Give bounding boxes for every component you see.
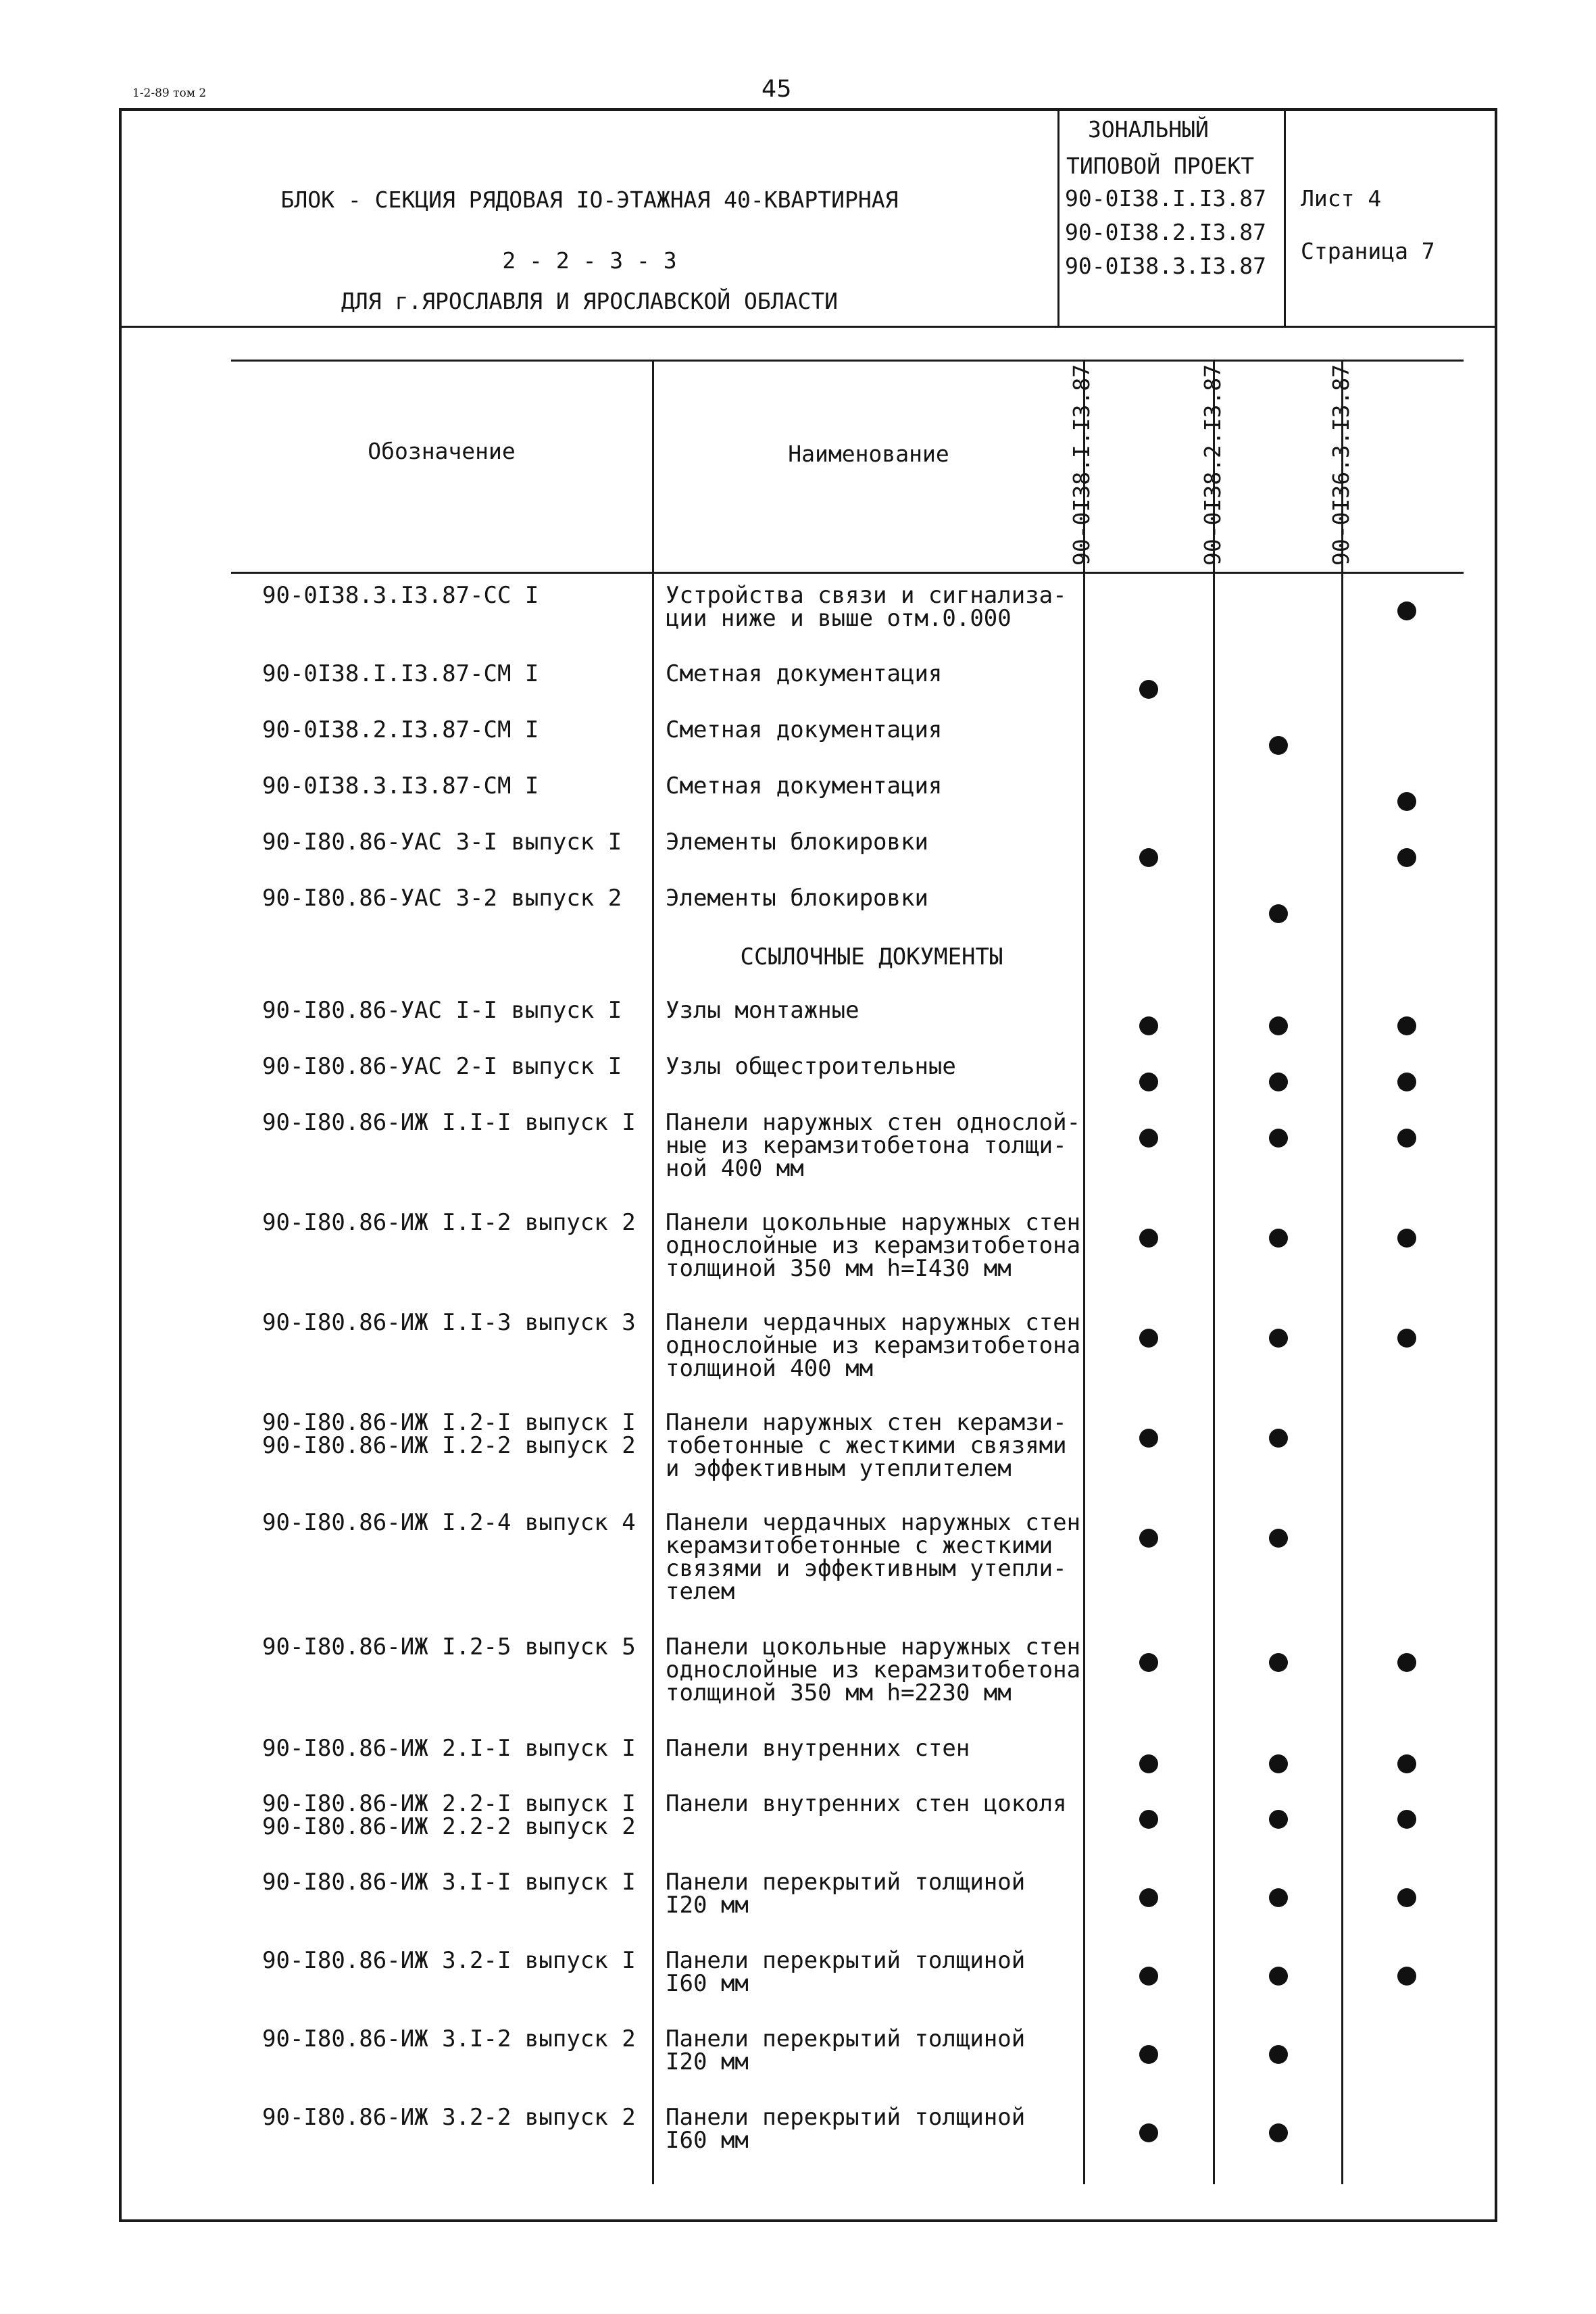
applicability-dot-project-3 [1397, 1754, 1416, 1773]
row-name-line: Панели чердачных наружных стен [666, 1309, 1081, 1336]
row-designation [262, 1511, 641, 1534]
row-name [666, 1309, 1081, 1382]
applicability-dot-project-1 [1139, 1016, 1158, 1035]
row-designation-line: 90-I80.86-УАС 3-I выпуск I [262, 829, 622, 856]
applicability-dot-project-1 [1139, 2123, 1158, 2142]
row-name-line: тобетонные с жесткими связями [666, 1432, 1067, 1459]
applicability-dot-project-1 [1139, 1229, 1158, 1248]
row-name-line: толщиной 350 мм h=I430 мм [666, 1255, 1012, 1282]
row-name [666, 1737, 1078, 1760]
applicability-dot-project-3 [1397, 601, 1416, 620]
col-header-project-2: 90-0I38.2.I3.87 [1199, 364, 1226, 566]
applicability-dot-project-1 [1139, 1888, 1158, 1907]
row-name-line: Устройства связи и сигнализа- [666, 582, 1067, 609]
table-col-divider-p1 [1083, 360, 1085, 2184]
row-designation [262, 774, 641, 797]
row-designation-line: 90-I80.86-ИЖ 3.2-2 выпуск 2 [262, 2104, 636, 2131]
applicability-dot-project-2 [1269, 1529, 1288, 1548]
frame-top [119, 108, 1497, 111]
row-name-line: и эффективным утеплителем [666, 1455, 1012, 1482]
row-designation [262, 1211, 641, 1234]
row-designation-line: 90-I80.86-ИЖ 2.2-2 выпуск 2 [262, 1813, 636, 1840]
row-name [666, 831, 1078, 854]
row-name [666, 662, 1078, 685]
row-designation [262, 1111, 641, 1134]
project-label-1: ЗОНАЛЬНЫЙ [1088, 116, 1209, 143]
col-header-name: Наименование [788, 441, 949, 467]
row-name-line: I20 мм [666, 2048, 749, 2075]
row-name-line: Узлы общестроительные [666, 1053, 956, 1080]
row-name [666, 584, 1078, 630]
row-name [666, 999, 1078, 1022]
page-number: 45 [762, 76, 792, 103]
row-name-line: Панели перекрытий толщиной [666, 2104, 1026, 2131]
row-designation-line: 90-I80.86-ИЖ I.I-2 выпуск 2 [262, 1209, 636, 1236]
applicability-dot-project-3 [1397, 1810, 1416, 1829]
row-designation-line: 90-I80.86-ИЖ I.2-4 выпуск 4 [262, 1509, 636, 1536]
row-name-line: Панели перекрытий толщиной [666, 1869, 1026, 1896]
row-designation [262, 662, 641, 685]
row-designation-line: 90-I80.86-ИЖ I.2-5 выпуск 5 [262, 1633, 636, 1660]
applicability-dot-project-2 [1269, 1073, 1288, 1091]
row-name-line: Панели перекрытий толщиной [666, 2025, 1026, 2052]
row-name [666, 2027, 1078, 2073]
col-header-project-3: 90-0I36.3.I3.87 [1328, 364, 1354, 566]
applicability-dot-project-2 [1269, 1016, 1288, 1035]
applicability-dot-project-1 [1139, 1529, 1158, 1548]
row-name [666, 1109, 1081, 1182]
row-name [666, 774, 1078, 797]
row-designation [262, 1411, 641, 1457]
applicability-dot-project-1 [1139, 1073, 1158, 1091]
row-designation-line: 90-I80.86-УАС 3-2 выпуск 2 [262, 885, 622, 912]
applicability-dot-project-3 [1397, 1653, 1416, 1672]
title-block-bottom [119, 326, 1497, 328]
row-name-line: Панели внутренних стен цоколя [666, 1790, 1067, 1817]
applicability-dot-project-2 [1269, 2045, 1288, 2064]
row-name-line: Панели наружных стен однослой- [666, 1109, 1081, 1136]
table-col-divider-p2 [1213, 360, 1215, 2184]
project-code-3: 90-0I38.3.I3.87 [1065, 253, 1267, 279]
row-name [666, 1633, 1081, 1706]
row-designation-line: 90-I80.86-ИЖ I.I-3 выпуск 3 [262, 1309, 636, 1336]
frame-left [119, 108, 122, 2222]
row-designation-line: 90-I80.86-УАС 2-I выпуск I [262, 1053, 622, 1080]
applicability-dot-project-1 [1139, 1653, 1158, 1672]
row-designation-line: 90-I80.86-ИЖ 3.I-I выпуск I [262, 1869, 636, 1896]
row-name [666, 1871, 1078, 1917]
applicability-dot-project-1 [1139, 1429, 1158, 1448]
row-designation [262, 584, 641, 607]
frame-right [1495, 108, 1497, 2222]
applicability-dot-project-1 [1139, 848, 1158, 867]
applicability-dot-project-3 [1397, 1016, 1416, 1035]
table-col-divider-name [652, 360, 654, 2184]
applicability-dot-project-1 [1139, 1129, 1158, 1148]
row-designation-line: 90-I80.86-ИЖ 2.2-I выпуск I [262, 1790, 636, 1817]
row-designation-line: 90-I80.86-ИЖ 3.2-I выпуск I [262, 1947, 636, 1974]
row-name-line: Панели наружных стен керамзи- [666, 1409, 1067, 1436]
project-code-1: 90-0I38.I.I3.87 [1065, 185, 1267, 212]
row-name-line: телем [666, 1578, 735, 1605]
applicability-dot-project-2 [1269, 1329, 1288, 1348]
applicability-dot-project-3 [1397, 1229, 1416, 1248]
row-name-line: ные из керамзитобетона толщи- [666, 1132, 1067, 1159]
row-name-line: Панели цокольные наружных стен [666, 1209, 1081, 1236]
row-designation-line: 90-I80.86-УАС I-I выпуск I [262, 997, 622, 1024]
row-name-line: Узлы монтажные [666, 997, 859, 1024]
row-designation-line: 90-I80.86-ИЖ I.2-I выпуск I [262, 1409, 636, 1436]
table-col-divider-p3 [1341, 360, 1343, 2184]
row-designation [262, 831, 641, 854]
applicability-dot-project-3 [1397, 1129, 1416, 1148]
project-code-2: 90-0I38.2.I3.87 [1065, 219, 1267, 245]
row-designation-line: 90-I80.86-ИЖ I.2-2 выпуск 2 [262, 1432, 636, 1459]
row-name-line: Панели чердачных наружных стен [666, 1509, 1081, 1536]
row-name-line: I60 мм [666, 2127, 749, 2154]
title-line-1: БЛОК - СЕКЦИЯ РЯДОВАЯ IO-ЭТАЖНАЯ 40-КВАРТИРНАЯ [280, 187, 899, 213]
row-designation [262, 2106, 641, 2129]
row-name-line: Сметная документация [666, 716, 943, 743]
row-name [666, 1509, 1081, 1605]
row-name [666, 1055, 1078, 1078]
applicability-dot-project-1 [1139, 1967, 1158, 1986]
applicability-dot-project-3 [1397, 1967, 1416, 1986]
row-designation [262, 1792, 641, 1838]
title-line-3: ДЛЯ г.ЯРОСЛАВЛЯ И ЯРОСЛАВСКОЙ ОБЛАСТИ [341, 288, 839, 314]
row-designation-line: 90-0I38.3.I3.87-СМ I [262, 772, 539, 799]
row-name-line: Элементы блокировки [666, 885, 928, 912]
row-designation-line: 90-I80.86-ИЖ 2.I-I выпуск I [262, 1735, 636, 1762]
project-label-2: ТИПОВОЙ ПРОЕКТ [1066, 153, 1255, 179]
row-designation-line: 90-0I38.2.I3.87-СМ I [262, 716, 539, 743]
row-name-line: ции ниже и выше отм.0.000 [666, 605, 1012, 632]
row-name [666, 718, 1078, 741]
table-header-line [231, 572, 1464, 574]
applicability-dot-project-2 [1269, 1129, 1288, 1148]
applicability-dot-project-1 [1139, 1754, 1158, 1773]
row-name-line: толщиной 400 мм [666, 1355, 874, 1382]
row-name [666, 887, 1078, 910]
row-designation-line: 90-0I38.3.I3.87-СС I [262, 582, 539, 609]
applicability-dot-project-1 [1139, 2045, 1158, 2064]
row-designation [262, 999, 641, 1022]
section-heading-ref-docs: ССЫЛОЧНЫЕ ДОКУМЕНТЫ [740, 943, 1003, 970]
row-designation [262, 1737, 641, 1760]
row-name [666, 1209, 1081, 1282]
applicability-dot-project-2 [1269, 1888, 1288, 1907]
row-designation-line: 90-I80.86-ИЖ 3.I-2 выпуск 2 [262, 2025, 636, 2052]
applicability-dot-project-2 [1269, 1754, 1288, 1773]
applicability-dot-project-2 [1269, 1967, 1288, 1986]
row-name-line: однослойные из керамзитобетона [666, 1332, 1081, 1359]
row-name [666, 1949, 1078, 1995]
row-name-line: Сметная документация [666, 660, 943, 687]
row-name [666, 1792, 1078, 1815]
row-designation [262, 1635, 641, 1658]
row-designation [262, 1949, 641, 1972]
row-designation [262, 1055, 641, 1078]
row-name-line: толщиной 350 мм h=2230 мм [666, 1679, 1012, 1706]
row-name-line: ной 400 мм [666, 1155, 804, 1182]
row-name-line: I20 мм [666, 1892, 749, 1919]
row-name-line: Панели цокольные наружных стен [666, 1633, 1081, 1660]
applicability-dot-project-3 [1397, 792, 1416, 811]
applicability-dot-project-3 [1397, 848, 1416, 867]
table-top-line [231, 360, 1464, 362]
applicability-dot-project-2 [1269, 1429, 1288, 1448]
row-name-line: Элементы блокировки [666, 829, 928, 856]
col-header-project-1: 90-0I38.I.I3.87 [1068, 364, 1095, 566]
applicability-dot-project-2 [1269, 1653, 1288, 1672]
applicability-dot-project-3 [1397, 1329, 1416, 1348]
row-designation [262, 887, 641, 910]
row-designation-line: 90-I80.86-ИЖ I.I-I выпуск I [262, 1109, 636, 1136]
col-header-designation: Обозначение [368, 438, 516, 464]
row-name-line: Сметная документация [666, 772, 943, 799]
applicability-dot-project-1 [1139, 680, 1158, 699]
row-name-line: керамзитобетонные с жесткими [666, 1532, 1053, 1559]
row-name [666, 2106, 1078, 2152]
applicability-dot-project-1 [1139, 1810, 1158, 1829]
row-name-line: однослойные из керамзитобетона [666, 1656, 1081, 1683]
sheet-number: Лист 4 [1301, 185, 1382, 212]
title-line-2: 2 - 2 - 3 - 3 [502, 247, 677, 274]
applicability-dot-project-2 [1269, 2123, 1288, 2142]
applicability-dot-project-3 [1397, 1073, 1416, 1091]
row-designation-line: 90-0I38.I.I3.87-СМ I [262, 660, 539, 687]
title-divider-2 [1284, 108, 1286, 327]
applicability-dot-project-2 [1269, 1229, 1288, 1248]
row-name-line: Панели внутренних стен [666, 1735, 970, 1762]
frame-bottom [119, 2219, 1497, 2222]
row-designation [262, 1871, 641, 1894]
page-label: Страница 7 [1301, 238, 1435, 264]
applicability-dot-project-3 [1397, 1888, 1416, 1907]
row-designation [262, 718, 641, 741]
applicability-dot-project-2 [1269, 736, 1288, 755]
title-divider-1 [1057, 108, 1059, 327]
row-name-line: связями и эффективным утепли- [666, 1555, 1067, 1582]
row-name-line: I60 мм [666, 1970, 749, 1997]
row-designation [262, 2027, 641, 2050]
corner-note: 1-2-89 том 2 [132, 87, 207, 100]
applicability-dot-project-1 [1139, 1329, 1158, 1348]
row-designation [262, 1311, 641, 1334]
applicability-dot-project-2 [1269, 1810, 1288, 1829]
row-name-line: однослойные из керамзитобетона [666, 1232, 1081, 1259]
row-name [666, 1411, 1078, 1480]
applicability-dot-project-2 [1269, 904, 1288, 923]
row-name-line: Панели перекрытий толщиной [666, 1947, 1026, 1974]
